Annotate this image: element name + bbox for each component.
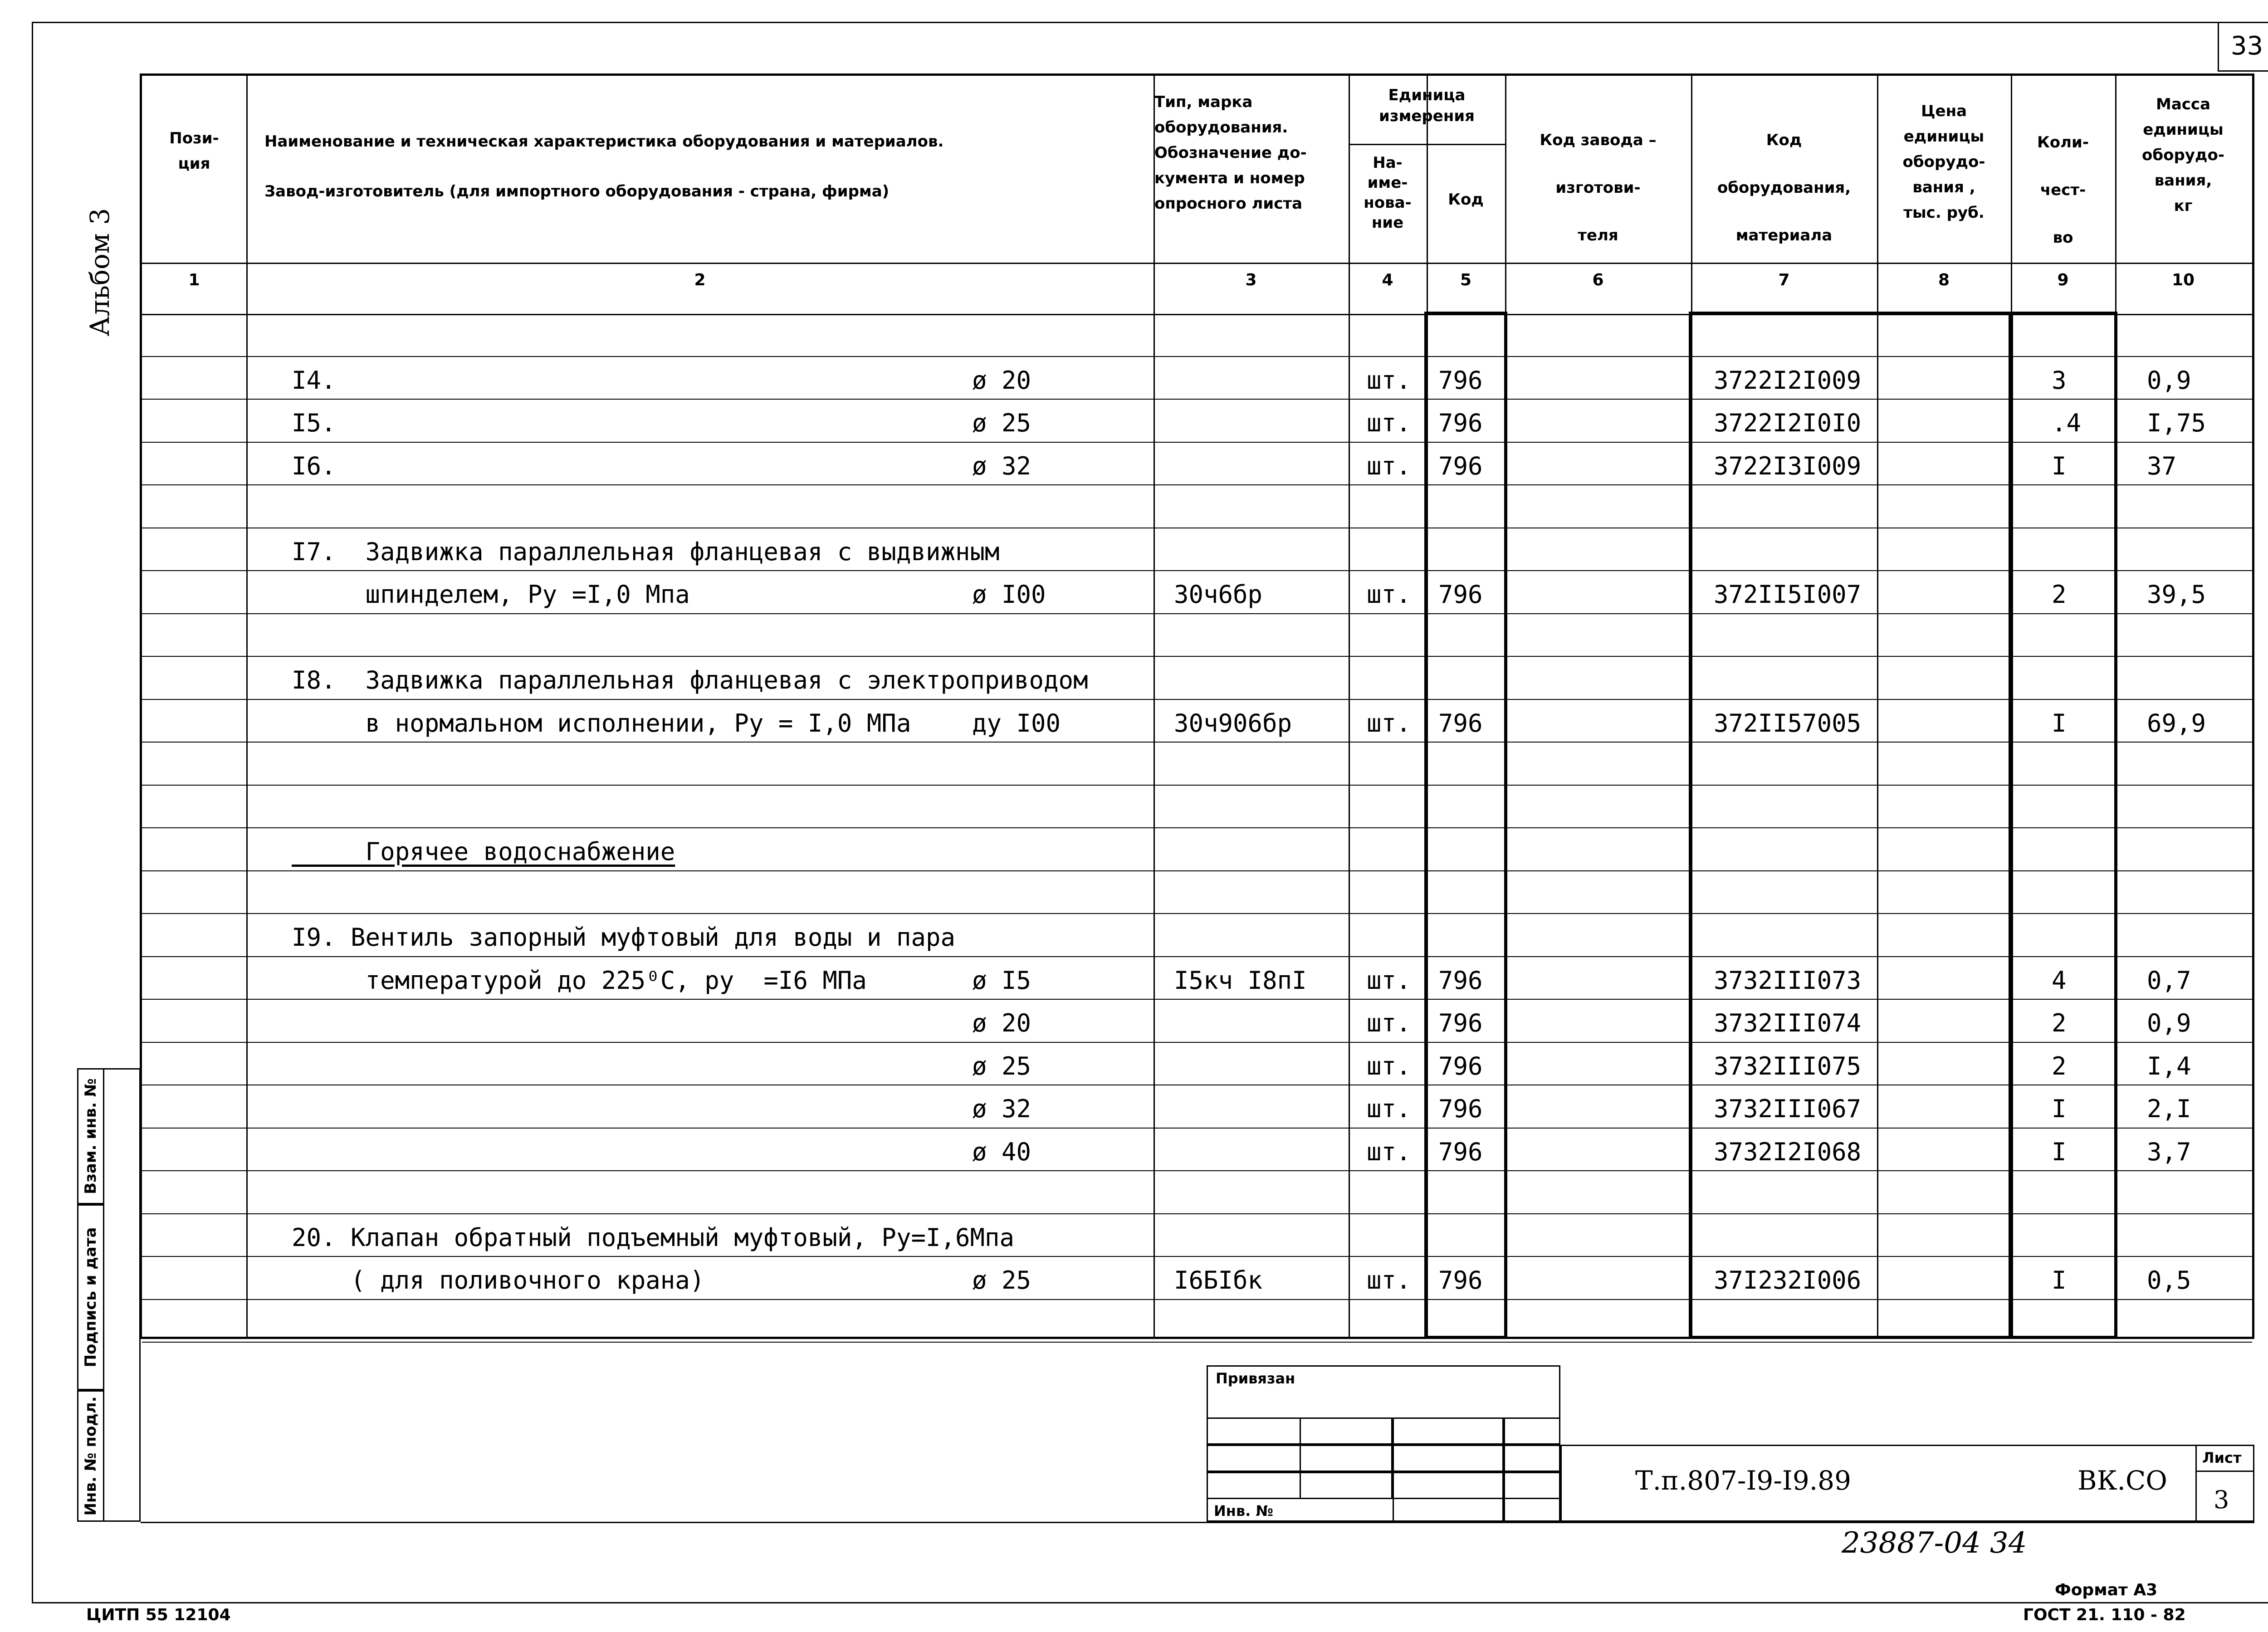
column-number: 9 [2057, 271, 2069, 289]
item-name: температурой до 225⁰С, ру =I6 МПа [292, 966, 867, 995]
column-number: 1 [188, 271, 200, 289]
unit-mass: 0,5 [2147, 1266, 2191, 1295]
item-name: I5. [292, 409, 336, 437]
album-label: Альбом 3 [84, 208, 115, 337]
unit-name: шт. [1367, 366, 1411, 395]
item-name: ( для поливочного крана) [292, 1266, 705, 1295]
thick-column-outline [1424, 312, 1507, 1339]
unit-code: 796 [1438, 366, 1483, 395]
header-quantity: Коли- чест- во [2037, 133, 2089, 247]
equipment-code: 3732III074 [1714, 1009, 1862, 1037]
section-code: ВК.СО [2077, 1465, 2167, 1496]
item-diameter: ø 40 [972, 1137, 1031, 1166]
equipment-code: 3722I2I009 [1714, 366, 1862, 395]
original-inventory-label: Инв. № подл. [82, 1396, 100, 1516]
quantity: .4 [2052, 409, 2082, 437]
item-diameter: ø 25 [972, 1266, 1031, 1295]
item-name: 20. Клапан обратный подъемный муфтовый, Ру=I,6Мпа [292, 1223, 1015, 1252]
equipment-code: 3722I3I009 [1714, 451, 1862, 480]
unit-code: 796 [1438, 1137, 1483, 1166]
unit-code: 796 [1438, 1095, 1483, 1123]
unit-mass: 0,9 [2147, 366, 2191, 395]
quantity: I [2052, 709, 2067, 738]
item-name: I8. Задвижка параллельная фланцевая с электроприводом [292, 666, 1088, 694]
quantity: 2 [2052, 580, 2067, 609]
unit-name: шт. [1367, 1095, 1411, 1123]
sheet-label: Лист [2202, 1449, 2242, 1466]
item-diameter: ø 32 [972, 1095, 1031, 1123]
quantity: I [2052, 1266, 2067, 1295]
unit-name: шт. [1367, 1009, 1411, 1037]
binding-cell [1504, 1417, 1560, 1522]
unit-name: шт. [1367, 1051, 1411, 1080]
inventory-label: Инв. № [1214, 1502, 1273, 1520]
unit-mass: 0,7 [2147, 966, 2191, 995]
equipment-code: 3722I2I0I0 [1714, 409, 1862, 437]
item-name: I7. Задвижка параллельная фланцевая с выдвижным [292, 537, 1000, 566]
header-divider [142, 263, 2252, 264]
print-code: ЦИТП 55 12104 [86, 1606, 231, 1624]
equipment-code: 3732I2I068 [1714, 1137, 1862, 1166]
item-name: I6. [292, 451, 336, 480]
unit-code: 796 [1438, 1266, 1483, 1295]
header-price: Цена единицы оборудо- вания , тыс. руб. [1902, 102, 1985, 222]
item-diameter: ду I00 [972, 709, 1061, 738]
unit-code: 796 [1438, 966, 1483, 995]
equipment-code: 37I232I006 [1714, 1266, 1862, 1295]
thick-column-outline [2009, 312, 2117, 1339]
unit-code: 796 [1438, 1009, 1483, 1037]
unit-mass: 37 [2147, 451, 2177, 480]
item-name: I4. [292, 366, 336, 395]
quantity: 4 [2052, 966, 2067, 995]
quantity: 2 [2052, 1051, 2067, 1080]
column-number: 2 [694, 271, 706, 289]
unit-mass: 69,9 [2147, 709, 2206, 738]
unit-mass: 2,I [2147, 1095, 2191, 1123]
header-unit-group: Единица измерения [1379, 86, 1475, 125]
unit-name: шт. [1367, 709, 1411, 738]
column-number: 4 [1382, 271, 1393, 289]
quantity: 2 [2052, 1009, 2067, 1037]
quantity: 3 [2052, 366, 2067, 395]
unit-code: 796 [1438, 580, 1483, 609]
column-divider [1349, 76, 1350, 1339]
item-diameter: ø 25 [972, 1051, 1031, 1080]
gost-label: ГОСТ 21. 110 - 82 [2023, 1606, 2186, 1624]
stamp-number: 23887-04 34 [1842, 1526, 2027, 1560]
quantity: I [2052, 1137, 2067, 1166]
column-number: 7 [1778, 271, 1790, 289]
bound-label: Привязан [1216, 1370, 1295, 1387]
quantity: I [2052, 451, 2067, 480]
unit-name: шт. [1367, 1266, 1411, 1295]
quantity: I [2052, 1095, 2067, 1123]
column-number: 8 [1938, 271, 1950, 289]
item-diameter: ø 25 [972, 409, 1031, 437]
header-plant-code: Код завода – изготови- теля [1540, 131, 1657, 244]
header-equipment-code: Код оборудования, материала [1717, 131, 1851, 244]
unit-name: шт. [1367, 409, 1411, 437]
item-diameter: ø 20 [972, 366, 1031, 395]
item-diameter: ø 32 [972, 451, 1031, 480]
item-type: 30ч906бр [1174, 709, 1292, 738]
binding-cell [1393, 1417, 1504, 1522]
header-position: Пози- ция [169, 129, 219, 173]
unit-mass: I,75 [2147, 409, 2206, 437]
unit-code: 796 [1438, 709, 1483, 738]
unit-name: шт. [1367, 1137, 1411, 1166]
column-divider [246, 76, 248, 1339]
binding-cell [1300, 1417, 1393, 1499]
page-number: 33 [2218, 22, 2268, 72]
equipment-code: 3732III067 [1714, 1095, 1862, 1123]
unit-mass: 0,9 [2147, 1009, 2191, 1037]
replacement-inventory-label: Взам. инв. № [82, 1078, 100, 1194]
item-diameter: ø 20 [972, 1009, 1031, 1037]
header-type: Тип, марка оборудования. Обозначение до- кумента и номер опросного листа [1154, 93, 1307, 213]
column-number: 10 [2171, 271, 2195, 289]
column-number: 5 [1460, 271, 1472, 289]
column-number: 3 [1245, 271, 1257, 289]
unit-name: шт. [1367, 580, 1411, 609]
item-type: I6БIбк [1174, 1266, 1263, 1295]
thick-column-outline [1689, 312, 2013, 1339]
document-code: Т.п.807-I9-I9.89 [1635, 1465, 1851, 1496]
item-name: I9. Вентиль запорный муфтовый для воды и пара [292, 923, 955, 952]
unit-mass: 39,5 [2147, 580, 2206, 609]
unit-mass: 3,7 [2147, 1137, 2191, 1166]
item-type: 30ч6бр [1174, 580, 1263, 609]
unit-code: 796 [1438, 451, 1483, 480]
signature-date-label: Подпись и дата [82, 1227, 100, 1368]
item-name: в нормальном исполнении, Ру = I,0 МПа [292, 709, 911, 738]
item-diameter: ø I00 [972, 580, 1046, 609]
equipment-code: 3732III073 [1714, 966, 1862, 995]
equipment-code: 372II57005 [1714, 709, 1862, 738]
sheet-number: 3 [2214, 1485, 2229, 1514]
unit-code: 796 [1438, 409, 1483, 437]
column-number: 6 [1592, 271, 1604, 289]
specification-table [140, 73, 2254, 1339]
item-type: I5кч I8пI [1174, 966, 1307, 995]
unit-code: 796 [1438, 1051, 1483, 1080]
equipment-code: 3732III075 [1714, 1051, 1862, 1080]
header-unit-code: Код [1448, 191, 1484, 209]
item-diameter: ø I5 [972, 966, 1031, 995]
header-mass: Масса единицы оборудо- вания, кг [2142, 95, 2224, 215]
format-label: Формат А3 [2055, 1581, 2158, 1599]
header-unit-name: На- име- нова- ние [1364, 154, 1412, 232]
unit-name: шт. [1367, 451, 1411, 480]
column-divider [1154, 76, 1155, 1339]
header-name: Наименование и техническая характеристика оборудования и материалов. Завод-изготовитель (для импортного оборудования - страна, фирма) [264, 132, 944, 200]
equipment-code: 372II5I007 [1714, 580, 1862, 609]
unit-mass: I,4 [2147, 1051, 2191, 1080]
item-name: Горячее водоснабжение [292, 837, 675, 866]
item-name: шпинделем, Ру =I,0 Мпа [292, 580, 690, 609]
bottom-rule [141, 1522, 2254, 1523]
unit-name: шт. [1367, 966, 1411, 995]
